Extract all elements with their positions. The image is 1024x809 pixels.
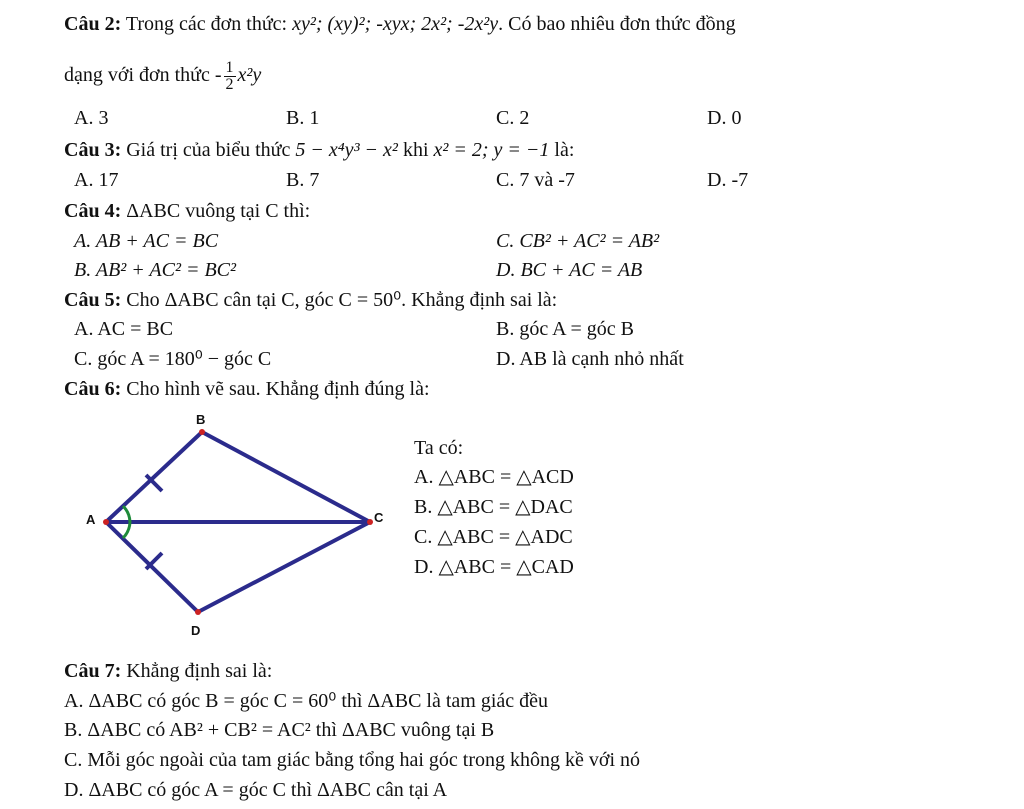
q7-label: Câu 7: [64, 660, 122, 682]
vertex-a [103, 519, 109, 525]
q2-option-d: D. 0 [707, 107, 742, 129]
q6-label: Câu 6: [64, 378, 122, 400]
q4-option-a [74, 229, 218, 253]
q2-option-a: A. 3 [74, 107, 109, 129]
label-b: B [196, 412, 206, 427]
q6-line [64, 377, 430, 401]
label-d: D [191, 623, 201, 638]
q3-text: Giá trị của biểu thức [126, 139, 291, 161]
label-c: C [374, 510, 384, 525]
q2-line1 [64, 12, 736, 36]
q4-label: Câu 4: [64, 200, 122, 222]
q7-option-d: D. ΔABC có góc A = góc C thì ΔABC cân tại A [64, 779, 448, 801]
q4-option-a-text: A. AB + AC = BC [74, 230, 219, 252]
q2-line2-text: dạng với đơn thức [64, 64, 210, 87]
q4-option-b-text: B. AB² + AC² = BC² [74, 259, 237, 281]
q3-condition: x² = 2; y = −1 [433, 139, 550, 161]
q6-option-d: D. △ABC = △CAD [414, 556, 574, 578]
q7-text: Khẳng định sai là: [126, 660, 273, 682]
q6-text: Cho hình vẽ sau. Khẳng định đúng là: [126, 378, 430, 400]
q2-option-c: C. 2 [496, 107, 530, 129]
q4-option-b [74, 258, 236, 282]
q2-line2 [64, 60, 261, 93]
vertex-d [195, 609, 201, 615]
q4-option-c-text: C. CB² + AC² = AB² [496, 230, 660, 252]
angle-arc-top [123, 506, 130, 522]
q2-option-b: B. 1 [286, 107, 320, 129]
q2-text-after: . Có bao nhiêu đơn thức đồng [498, 13, 736, 35]
q3-khi: khi [402, 139, 429, 161]
q3-option-b: B. 7 [286, 169, 320, 191]
vertex-c [367, 519, 373, 525]
segment-cd [198, 522, 370, 612]
q6-figure [80, 412, 390, 642]
q3-option-c: C. 7 và -7 [496, 169, 575, 191]
segment-bc [202, 432, 370, 522]
q2-frac-sign: - [214, 64, 222, 87]
q4-option-d-text: D. BC + AC = AB [496, 259, 643, 281]
q2-frac-den: 2 [225, 76, 234, 93]
q6-option-b: B. △ABC = △DAC [414, 496, 573, 518]
q5-option-d: D. AB là cạnh nhỏ nhất [496, 348, 684, 370]
q6-option-c: C. △ABC = △ADC [414, 526, 573, 548]
q2-monomials: xy²; (xy)²; -xyx; 2x²; -2x²y [292, 13, 499, 35]
q4-line [64, 199, 310, 223]
q4-text: ΔABC vuông tại C thì: [126, 200, 311, 222]
q7-option-a: A. ΔABC có góc B = góc C = 60⁰ thì ΔABC là tam giác đều [64, 690, 549, 712]
q7-option-c: C. Mỗi góc ngoài của tam giác bằng tổng hai góc trong không kề với nó [64, 749, 641, 771]
q7-line [64, 659, 272, 683]
label-a: A [86, 512, 96, 527]
angle-arc-bottom [123, 522, 130, 538]
q2-text: Trong các đơn thức: [125, 13, 288, 35]
q5-option-b: B. góc A = góc B [496, 318, 634, 340]
q4-option-c [496, 229, 659, 253]
q2-frac-tail: x²y [237, 64, 262, 87]
q3-expression: 5 − x⁴y³ − x² [295, 139, 398, 161]
q3-option-a: A. 17 [74, 169, 119, 191]
segment-da [106, 522, 198, 612]
vertex-b [199, 429, 205, 435]
q2-fraction [224, 60, 236, 93]
q5-option-c: C. góc A = 180⁰ − góc C [74, 348, 272, 370]
q3-option-d: D. -7 [707, 169, 749, 191]
q4-option-d [496, 258, 642, 282]
q3-label: Câu 3: [64, 139, 122, 161]
q2-label: Câu 2: [64, 13, 122, 35]
q5-label: Câu 5: [64, 289, 122, 311]
q5-option-a: A. AC = BC [74, 318, 174, 340]
q3-line [64, 138, 574, 162]
q7-option-b: B. ΔABC có AB² + CB² = AC² thì ΔABC vuông tại B [64, 719, 495, 741]
q3-end: là: [554, 139, 575, 161]
q6-option-a: A. △ABC = △ACD [414, 466, 574, 488]
q2-frac-num: 1 [225, 59, 234, 76]
q5-line [64, 288, 557, 312]
segment-ab [106, 432, 202, 522]
q5-text: Cho ΔABC cân tại C, góc C = 50⁰. Khẳng định sai là: [126, 289, 558, 311]
q6-intro: Ta có: [414, 437, 464, 459]
